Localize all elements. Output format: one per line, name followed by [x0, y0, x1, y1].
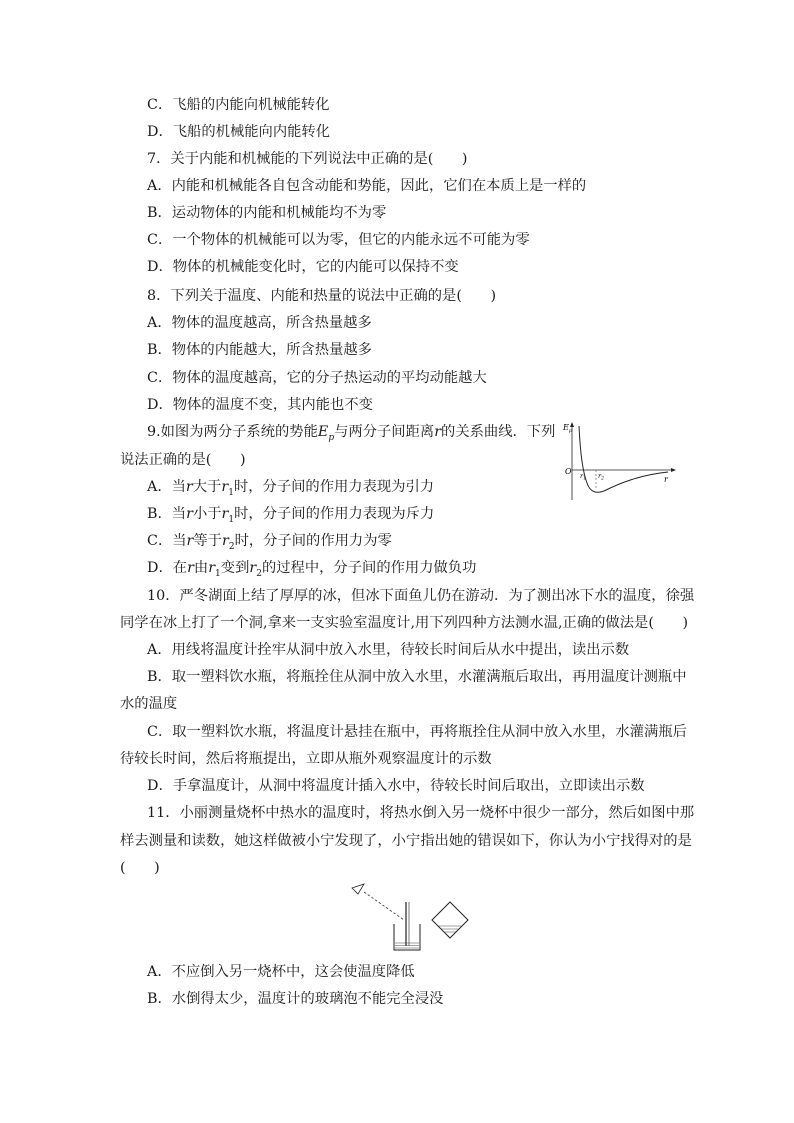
q9-option-d: D．在r由$r_1$变到$r_2$的过程中，分子间的作用力做负功 [147, 560, 477, 579]
q8-option-a: A．物体的温度越高，所含热量越多 [147, 315, 372, 331]
x-axis-label: r [664, 475, 668, 484]
sight-line [364, 892, 404, 920]
q10-option-c-cont: 待较长时间，然后将瓶提出，立即从瓶外观察温度计的示数 [120, 751, 492, 767]
q8-stem: 8．下列关于温度、内能和热量的说法中正确的是( ) [147, 288, 497, 304]
ep-curve [579, 426, 668, 492]
q8-option-c: C．物体的温度越高，它的分子热运动的平均动能越大 [147, 370, 487, 386]
q6-option-d: D．飞船的机械能向内能转化 [147, 124, 331, 140]
q11-answer-blank: ( ) [120, 860, 160, 876]
q10-option-d: D．手拿温度计，从洞中将温度计插入水中，待较长时间后取出，立即读出示数 [147, 778, 645, 794]
q9-stem: 9.如图为两分子系统的势能$E_p$与两分子间距离r的关系曲线．下列 [147, 424, 556, 443]
x-axis-arrow [671, 468, 676, 472]
beaker-icon [394, 924, 420, 950]
q7-option-c: C．一个物体的机械能可以为零，但它的内能永远不可能为零 [147, 232, 530, 248]
q10-option-b: B．取一塑料饮水瓶，将瓶拴住从洞中放入水里，水灌满瓶后取出，再用温度计测瓶中 [147, 669, 687, 685]
q10-stem-cont: 同学在冰上打了一个洞,拿来一支实验室温度计,用下列四种方法测水温,正确的做法是( ) [120, 615, 689, 631]
q11-option-a: A．不应倒入另一烧杯中，这会使温度降低 [147, 964, 415, 980]
q10-option-b-cont: 水的温度 [120, 696, 178, 712]
potential-energy-graph [560, 420, 678, 502]
thermometer-figure [350, 880, 475, 955]
q11-option-b: B．水倒得太少，温度计的玻璃泡不能完全浸没 [147, 991, 444, 1007]
y-axis-arrow [570, 422, 574, 427]
q7-option-b: B．运动物体的内能和机械能均不为零 [147, 205, 387, 221]
q9-option-c: C．当r等于$r_2$时，分子间的作用力为零 [147, 533, 392, 552]
r2-label: $r_2$ [598, 472, 604, 482]
ep-symbol: $E_p$ [317, 424, 335, 443]
eye-icon [352, 884, 364, 894]
origin-label: O [565, 467, 572, 476]
q7-option-a: A．内能和机械能各自包含动能和势能，因此，它们在本质上是一样的 [147, 178, 587, 194]
q9-option-a: A．当r大于$r_1$时，分子间的作用力表现为引力 [147, 479, 435, 498]
q9-stem-cont: 说法正确的是( ) [120, 452, 246, 468]
q6-option-c: C．飞船的内能向机械能转化 [147, 97, 330, 113]
tilted-beaker-water [438, 926, 462, 932]
q11-stem: 11．小丽测量烧杯中热水的温度时，将热水倒入另一烧杯中很少一部分，然后如图中那 [147, 805, 695, 821]
q8-option-d: D．物体的温度不变，其内能也不变 [147, 397, 373, 413]
q10-option-c: C．取一塑料饮水瓶，将温度计悬挂在瓶中，再将瓶拴住从洞中放入水里，水灌满瓶后 [147, 724, 687, 740]
q10-option-a: A．用线将温度计拴牢从洞中放入水里，待较长时间后从水中提出，读出示数 [147, 642, 630, 658]
q11-stem-cont: 样去测量和读数，她这样做被小宁发现了，小宁指出她的错误如下，你认为小宁找得对的是 [120, 833, 692, 849]
q8-option-b: B．物体的内能越大，所含热量越多 [147, 342, 372, 358]
q7-option-d: D．物体的机械能变化时，它的内能可以保持不变 [147, 259, 459, 275]
q7-stem: 7．关于内能和机械能的下列说法中正确的是( ) [147, 151, 468, 167]
y-axis-label: $E_p$ [563, 423, 573, 434]
q9-option-b: B．当r小于$r_1$时，分子间的作用力表现为斥力 [147, 506, 435, 525]
tilted-beaker-icon [432, 902, 468, 938]
beaker-water [395, 943, 419, 948]
q10-stem: 10．严冬湖面上结了厚厚的冰，但冰下面鱼儿仍在游动．为了测出冰下水的温度，徐强 [147, 588, 695, 604]
r1-label: $r_1$ [580, 472, 586, 482]
